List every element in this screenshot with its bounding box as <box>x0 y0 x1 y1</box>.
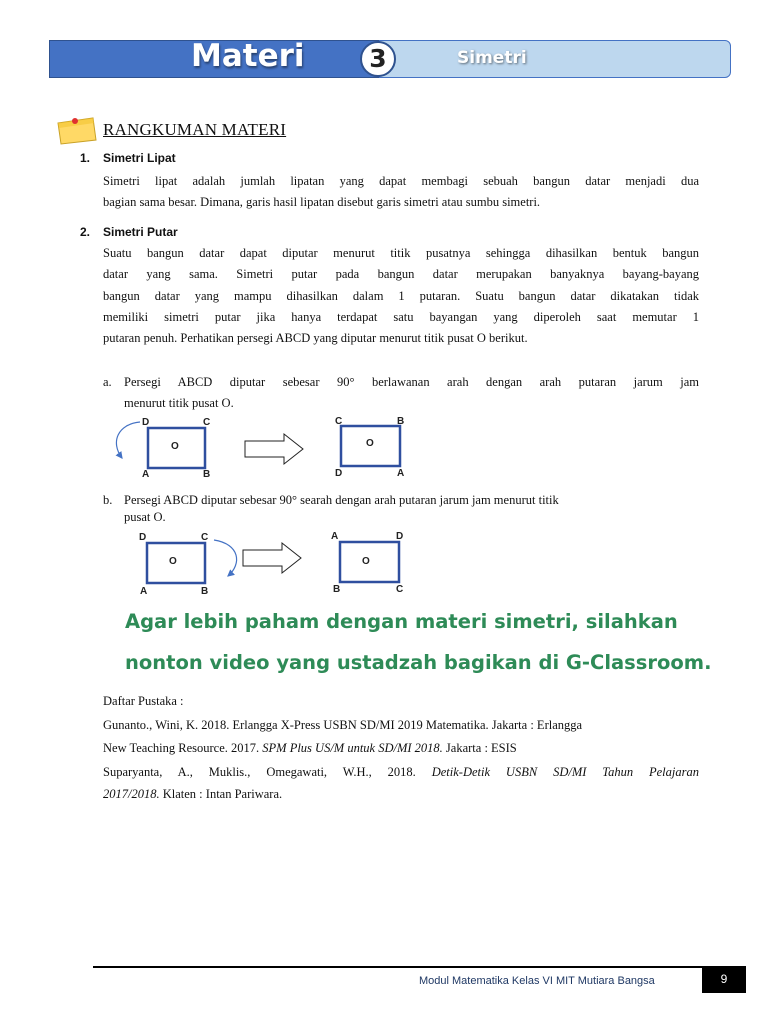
paragraph-line: bangun datar yang mampu dihasilkan dalam 1 putaran. Suatu bangun datar dikatakan tidak <box>103 289 699 303</box>
reference-title: SPM Plus US/M untuk SD/MI 2018. <box>262 741 443 755</box>
sticky-note-icon <box>55 115 99 145</box>
reference-text: Klaten : Intan Pariwara. <box>159 787 283 801</box>
vertex-label: D <box>396 531 404 542</box>
section-number: 2. <box>80 225 91 239</box>
center-label: O <box>171 441 179 452</box>
callout-line: Agar lebih paham dengan materi simetri, silahkan <box>125 610 678 633</box>
chapter-subtitle: Simetri <box>457 48 527 68</box>
vertex-label: B <box>201 586 209 597</box>
right-arrow-icon <box>245 434 303 464</box>
item-line: pusat O. <box>124 510 166 524</box>
reference-title: Detik-Detik USBN SD/MI Tahun Pelajaran <box>431 765 699 779</box>
vertex-label: B <box>203 469 211 480</box>
vertex-label: D <box>139 532 147 543</box>
item-line: Persegi ABCD diputar sebesar 90° berlawanan arah dengan arah putaran jarum jam <box>124 375 699 389</box>
reference-line <box>103 787 282 802</box>
paragraph-line: Simetri lipat adalah jumlah lipatan yang dapat membagi sebuah bangun datar menjadi dua <box>103 174 699 188</box>
footer-text: Modul Matematika Kelas VI MIT Mutiara Bangsa <box>419 975 655 987</box>
center-label: O <box>169 556 177 567</box>
callout-line: nonton video yang ustadzah bagikan di G-Classroom. <box>125 651 712 674</box>
vertex-label: C <box>335 416 343 427</box>
vertex-label: B <box>333 584 341 595</box>
vertex-label: A <box>397 468 405 479</box>
reference-line <box>103 741 517 756</box>
chapter-banner <box>49 40 731 78</box>
section-title: Simetri Lipat <box>103 151 176 165</box>
item-line: Persegi ABCD diputar sebesar 90° searah dengan arah putaran jarum jam menurut titik <box>124 493 559 507</box>
reference-title: 2017/2018. <box>103 787 160 801</box>
page-number: 9 <box>702 966 746 993</box>
section-heading: RANGKUMAN MATERI <box>103 120 287 139</box>
rotation-diagram-a <box>100 412 430 484</box>
vertex-label: D <box>142 417 150 428</box>
vertex-label: B <box>397 416 405 427</box>
vertex-label: C <box>396 584 404 595</box>
item-line: menurut titik pusat O. <box>124 396 234 410</box>
center-label: O <box>366 438 374 449</box>
reference-line <box>103 765 699 780</box>
right-arrow-icon <box>243 543 301 573</box>
vertex-label: C <box>203 417 211 428</box>
reference-text: Suparyanta, A., Muklis., Omegawati, W.H., 2018. <box>103 765 432 779</box>
item-letter: a. <box>103 375 112 389</box>
item-letter: b. <box>103 493 113 507</box>
footer-rule <box>93 966 731 968</box>
section-number: 1. <box>80 151 91 165</box>
paragraph-line: Suatu bangun datar dapat diputar menurut titik pusatnya sehingga dihasilkan bentuk bangun <box>103 246 699 260</box>
vertex-label: A <box>331 531 339 542</box>
paragraph-line: bagian sama besar. Dimana, garis hasil lipatan disebut garis simetri atau sumbu simetri. <box>103 195 541 209</box>
reference-line: Gunanto., Wini, K. 2018. Erlangga X-Press USBN SD/MI 2019 Matematika. Jakarta : Erlangga <box>103 718 583 732</box>
paragraph-line: datar yang sama. Simetri putar pada bangun datar merupakan banyaknya bayang-bayang <box>103 267 699 281</box>
vertex-label: A <box>142 469 150 480</box>
vertex-label: A <box>140 586 148 597</box>
reference-text: Jakarta : ESIS <box>442 741 517 755</box>
references-heading: Daftar Pustaka : <box>103 694 184 708</box>
chapter-number: 3 <box>360 41 396 77</box>
rotation-diagram-b <box>100 528 430 600</box>
banner-right-panel <box>379 40 731 78</box>
section-title: Simetri Putar <box>103 225 178 239</box>
center-label: O <box>362 556 370 567</box>
counterclockwise-arrow-icon <box>116 422 140 458</box>
chapter-title: Materi <box>191 38 305 74</box>
paragraph-line: memiliki simetri putar jika hanya terdapat satu bayangan yang diperoleh saat memutar 1 <box>103 310 699 324</box>
reference-text: New Teaching Resource. 2017. <box>103 741 263 755</box>
clockwise-arrow-icon <box>214 540 237 576</box>
vertex-label: C <box>201 532 209 543</box>
paragraph-line: putaran penuh. Perhatikan persegi ABCD yang diputar menurut titik pusat O berikut. <box>103 331 528 345</box>
vertex-label: D <box>335 468 343 479</box>
